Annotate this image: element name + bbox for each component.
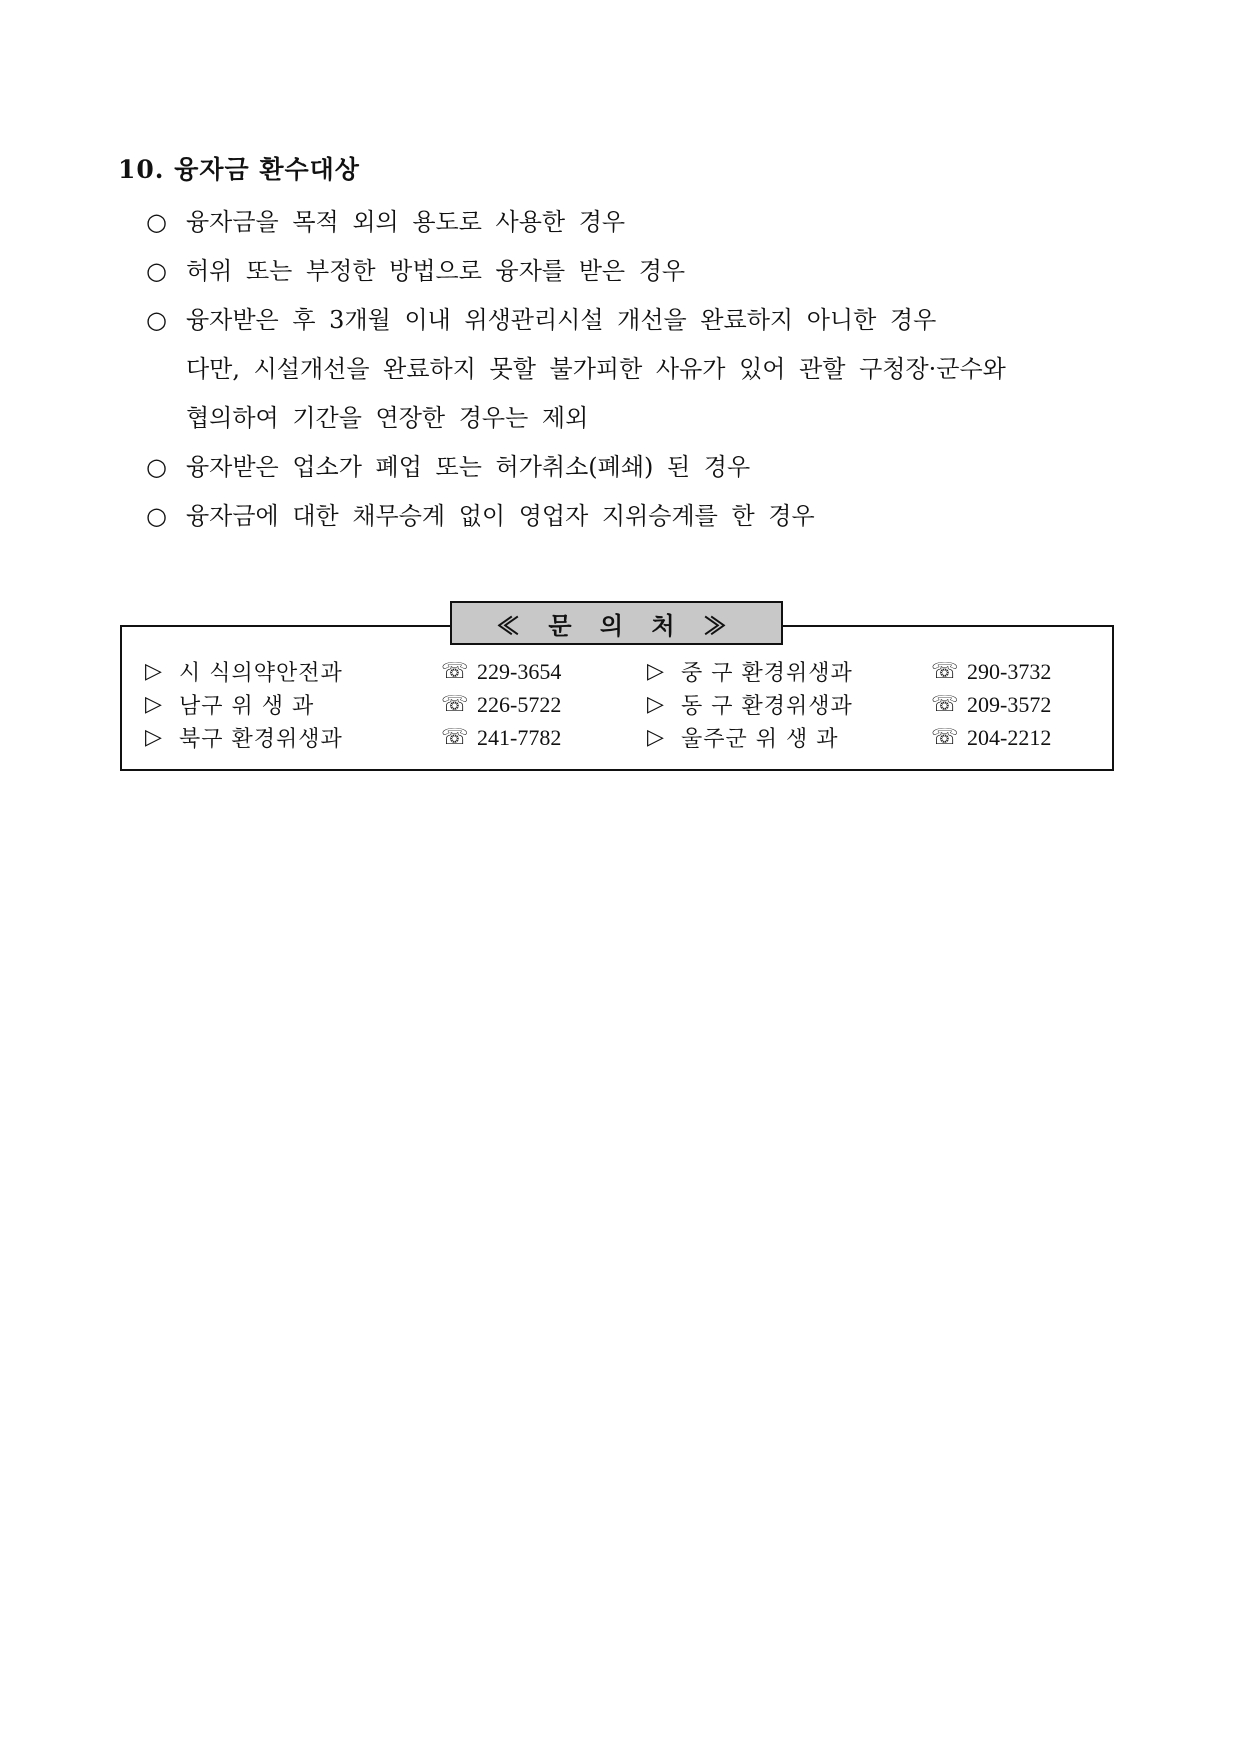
phone-icon: ☏	[931, 692, 959, 717]
list-item-text: 융자받은 업소가 폐업 또는 허가취소(폐쇄) 된 경우	[186, 453, 751, 481]
triangle-arrow-icon: ▷	[145, 692, 162, 717]
phone-number: 209-3572	[967, 691, 1052, 717]
circle-bullet-icon: ○	[146, 502, 167, 530]
phone-icon: ☏	[441, 692, 469, 717]
phone-icon: ☏	[441, 725, 469, 750]
list-item-text: 허위 또는 부정한 방법으로 융자를 받은 경우	[186, 257, 686, 285]
triangle-arrow-icon: ▷	[647, 725, 664, 750]
contact-row	[145, 655, 1095, 688]
department-name: 울주군 위 생 과	[681, 727, 839, 752]
list-item-text: 융자금을 목적 외의 용도로 사용한 경우	[186, 208, 626, 236]
list-item	[146, 443, 1146, 492]
triangle-arrow-icon: ▷	[145, 725, 162, 750]
list-item	[146, 492, 1146, 541]
department-name: 북구 환경위생과	[179, 727, 343, 752]
circle-bullet-icon: ○	[146, 208, 167, 236]
list-item	[146, 247, 1146, 296]
circle-bullet-icon: ○	[146, 306, 167, 334]
department-name: 시 식의약안전과	[179, 661, 343, 686]
contact-row	[145, 688, 1095, 721]
phone-icon: ☏	[931, 659, 959, 684]
phone-number: 241-7782	[477, 724, 562, 750]
phone-icon: ☏	[441, 659, 469, 684]
phone-number: 204-2212	[967, 724, 1052, 750]
triangle-arrow-icon: ▷	[647, 659, 664, 684]
triangle-arrow-icon: ▷	[647, 692, 664, 717]
list-item-text-continued: 협의하여 기간을 연장한 경우는 제외	[186, 404, 589, 432]
list-item	[146, 198, 1146, 247]
phone-number: 290-3732	[967, 658, 1052, 684]
circle-bullet-icon: ○	[146, 453, 167, 481]
circle-bullet-icon: ○	[146, 257, 167, 285]
department-name: 중 구 환경위생과	[681, 661, 853, 686]
list-item-text: 융자금에 대한 채무승계 없이 영업자 지위승계를 한 경우	[186, 502, 815, 530]
list-item-text-continued: 다만, 시설개선을 완료하지 못할 불가피한 사유가 있어 관할 구청장·군수와	[186, 355, 1006, 383]
department-name: 남구 위 생 과	[179, 694, 315, 719]
section-title: 10. 융자금 환수대상	[118, 155, 360, 184]
list-item-text: 융자받은 후 3개월 이내 위생관리시설 개선을 완료하지 아니한 경우	[186, 306, 937, 334]
contact-list	[145, 655, 1095, 754]
contact-box-title: ≪ 문 의 처 ≫	[450, 601, 783, 645]
triangle-arrow-icon: ▷	[145, 659, 162, 684]
department-name: 동 구 환경위생과	[681, 694, 853, 719]
phone-number: 229-3654	[477, 658, 562, 684]
refund-condition-list	[146, 198, 1146, 541]
phone-number: 226-5722	[477, 691, 562, 717]
contact-row	[145, 721, 1095, 754]
list-item	[146, 296, 1146, 443]
phone-icon: ☏	[931, 725, 959, 750]
